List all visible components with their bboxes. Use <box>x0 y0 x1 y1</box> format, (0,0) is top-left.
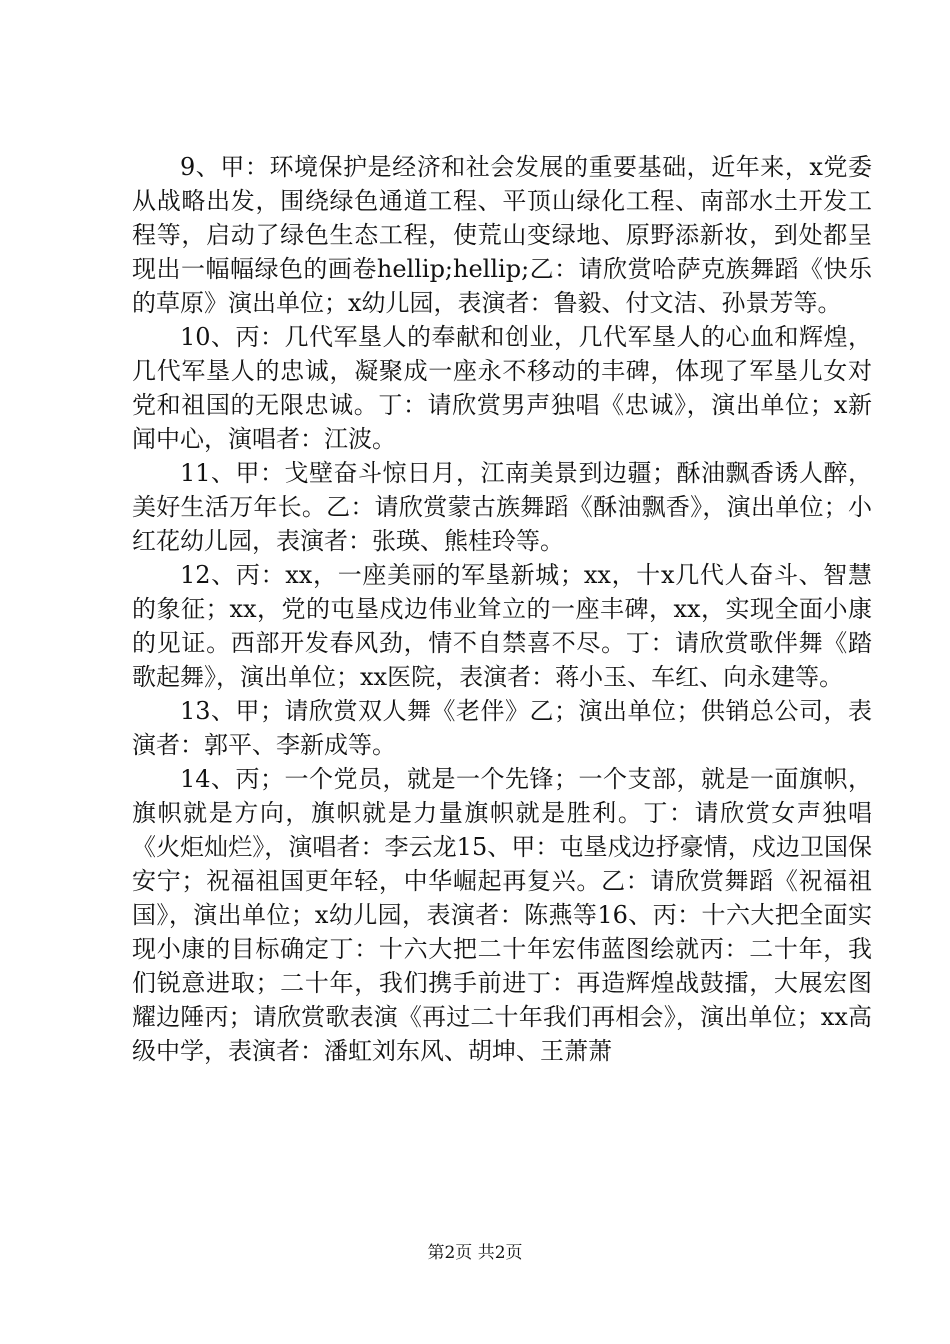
paragraph-10: 10、丙：几代军垦人的奉献和创业，几代军垦人的心血和辉煌，几代军垦人的忠诚，凝聚成一座永不移动的丰碑，体现了军垦儿女对党和祖国的无限忠诚。丁：请欣赏男声独唱《忠诚》，演出单位；x新闻中心，演唱者：江波。 <box>132 323 872 453</box>
paragraph-9: 9、甲：环境保护是经济和社会发展的重要基础，近年来，x党委从战略出发，围绕绿色通道工程、平顶山绿化工程、南部水土开发工程等，启动了绿色生态工程，使荒山变绿地、原野添新妆，到处都呈现出一幅幅绿色的画卷hellip;hellip;乙：请欣赏哈萨克族舞蹈《快乐的草原》演出单位；x幼儿园，表演者：鲁毅、付文洁、孙景芳等。 <box>132 153 872 317</box>
paragraph-12: 12、丙：xx，一座美丽的军垦新城；xx，十x几代人奋斗、智慧的象征；xx，党的屯垦戍边伟业耸立的一座丰碑，xx，实现全面小康的见证。西部开发春风劲，情不自禁喜不尽。丁：请欣赏歌伴舞《踏歌起舞》，演出单位；xx医院，表演者：蒋小玉、车红、向永建等。 <box>132 561 872 691</box>
page-footer: 第2页 共2页 <box>427 1243 523 1263</box>
document-body <box>132 150 872 1068</box>
paragraph-14: 14、丙；一个党员，就是一个先锋；一个支部，就是一面旗帜，旗帜就是方向，旗帜就是力量旗帜就是胜利。丁：请欣赏女声独唱《火炬灿烂》，演唱者：李云龙15、甲：屯垦戍边抒豪情，戍边卫国保安宁；祝福祖国更年轻，中华崛起再复兴。乙：请欣赏舞蹈《祝福祖国》，演出单位；x幼儿园，表演者：陈燕等16、丙：十六大把全面实现小康的目标确定丁：十六大把二十年宏伟蓝图绘就丙：二十年，我们锐意进取；二十年，我们携手前进丁：再造辉煌战鼓擂，大展宏图耀边陲丙；请欣赏歌表演《再过二十年我们再相会》，演出单位；xx高级中学，表演者：潘虹刘东风、胡坤、王萧萧 <box>132 765 872 1065</box>
paragraph-13: 13、甲；请欣赏双人舞《老伴》乙；演出单位；供销总公司，表演者：郭平、李新成等。 <box>132 697 872 759</box>
paragraph-11: 11、甲：戈壁奋斗惊日月，江南美景到边疆；酥油飘香诱人醉，美好生活万年长。乙：请欣赏蒙古族舞蹈《酥油飘香》，演出单位；小红花幼儿园，表演者：张瑛、熊桂玲等。 <box>132 459 872 555</box>
